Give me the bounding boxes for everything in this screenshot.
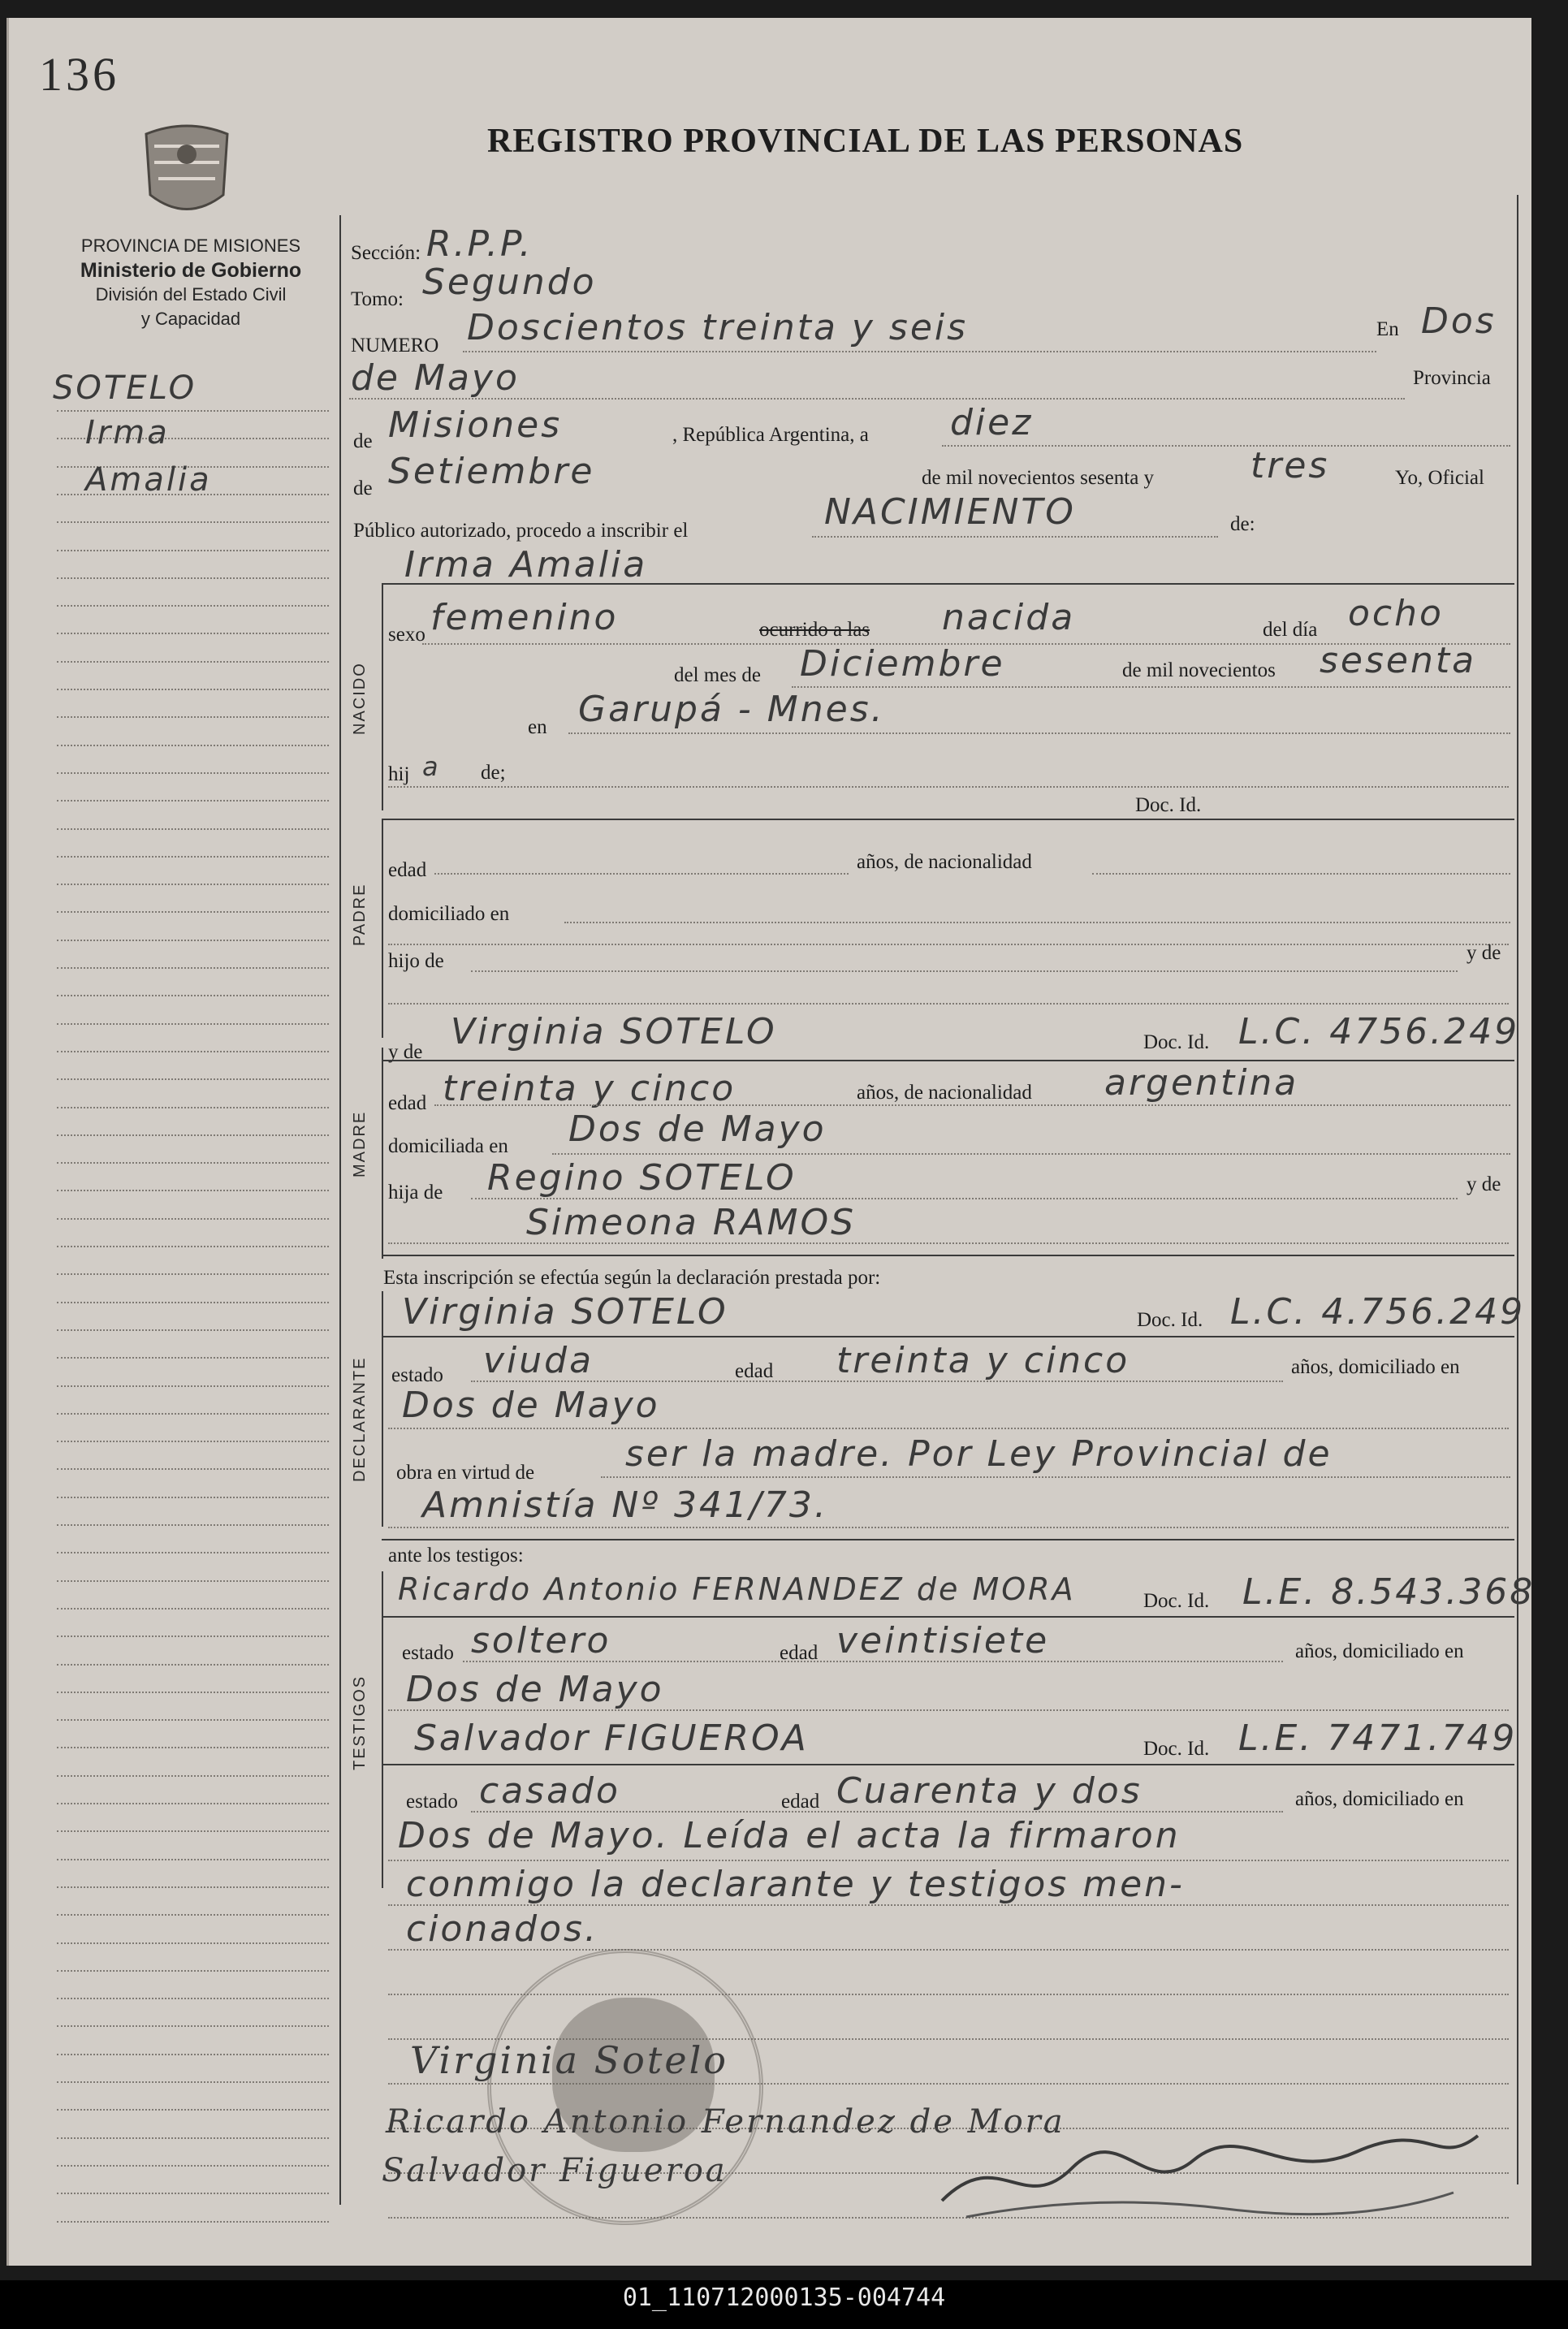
rule-lugar	[349, 398, 1405, 400]
margin-rule	[57, 1078, 329, 1080]
side-label-nacido: NACIDO	[351, 662, 369, 735]
value-sexo: femenino	[430, 597, 619, 638]
label-publico: Público autorizado, procedo a inscribir el	[353, 520, 689, 542]
rule-hij	[388, 786, 1509, 788]
testigos-top	[382, 1539, 1514, 1540]
margin-rule	[57, 1497, 329, 1498]
value-testigo1-dom: Dos de Mayo	[406, 1669, 664, 1710]
value-madre-dom: Dos de Mayo	[568, 1108, 827, 1150]
value-decl-edad: treinta y cinco	[836, 1340, 1130, 1381]
label-dom-t1: años, domiciliado en	[1295, 1640, 1464, 1662]
margin-rule	[57, 772, 329, 774]
value-lugar-nac: Garupá - Mnes.	[578, 689, 885, 730]
official-signature-scribble	[934, 2111, 1486, 2233]
rule-dom-decl	[388, 1428, 1509, 1429]
label-hija-de: hija de	[388, 1182, 443, 1203]
margin-rule	[57, 1441, 329, 1442]
signature-testigo-2: Salvador Figueroa	[382, 2152, 728, 2189]
declarante-left	[382, 1291, 383, 1527]
label-seccion: Sección:	[351, 242, 421, 264]
margin-rule	[57, 1357, 329, 1359]
margin-rule	[57, 995, 329, 996]
margin-rule	[57, 1747, 329, 1748]
margin-rule	[57, 1162, 329, 1164]
rule-estado-t2	[471, 1811, 1283, 1813]
rule-cierre-1	[388, 1860, 1509, 1861]
label-dom-t2: años, domiciliado en	[1295, 1788, 1464, 1810]
label-provincia: Provincia	[1413, 367, 1491, 389]
margin-rule	[57, 1914, 329, 1916]
value-decl-nombre: Virginia SOTELO	[402, 1291, 728, 1333]
declarante-top	[382, 1255, 1514, 1256]
value-mes: Setiembre	[388, 451, 595, 492]
rule-lugar-nac	[568, 732, 1510, 734]
padre-left	[382, 819, 383, 1038]
value-seccion: R.P.P.	[426, 223, 533, 265]
value-madre-nac: argentina	[1104, 1062, 1299, 1104]
rule-edad-madre	[434, 1104, 1510, 1106]
margin-rule	[57, 967, 329, 969]
rule-hija-de	[471, 1198, 1458, 1199]
value-madre-madre: Simeona RAMOS	[526, 1202, 857, 1243]
value-cierre-3: cionados.	[406, 1908, 598, 1950]
margin-rule	[57, 1775, 329, 1777]
testigos-line-1	[382, 1616, 1514, 1618]
margin-rule	[57, 1608, 329, 1610]
madre-top	[382, 1060, 1514, 1061]
margin-rule	[57, 1664, 329, 1666]
value-testigo2-doc: L.E. 7471.749	[1238, 1718, 1518, 1759]
margin-rule	[57, 1413, 329, 1415]
margin-rule	[57, 1692, 329, 1693]
province-crest-icon	[138, 118, 235, 223]
value-mes-nac: Diciembre	[800, 643, 1005, 685]
value-anio-nac: sesenta	[1320, 640, 1477, 681]
value-testigo1-estado: soltero	[471, 1620, 611, 1661]
margin-rule	[57, 1107, 329, 1108]
folio-number: 136	[39, 48, 119, 101]
label-declaracion: Esta inscripción se efectúa según la declaración prestada por:	[383, 1267, 881, 1289]
margin-rule	[57, 1830, 329, 1832]
margin-rule	[57, 1134, 329, 1136]
value-lugar: Dos	[1421, 300, 1497, 342]
label-nac-madre: años, de nacionalidad	[857, 1082, 1032, 1104]
testigos-left	[382, 1571, 383, 1888]
ministry-line: Ministerio de Gobierno	[80, 259, 302, 282]
value-nacida: nacida	[942, 597, 1076, 638]
value-testigo1-edad: veintisiete	[836, 1620, 1050, 1661]
value-nombre: Irma Amalia	[404, 544, 648, 585]
label-estado-t2: estado	[406, 1791, 458, 1813]
margin-rule	[57, 800, 329, 802]
label-doc-id-t1: Doc. Id.	[1143, 1590, 1210, 1612]
rule-dia	[942, 445, 1510, 447]
label-y-de-madre: y de	[388, 1041, 423, 1063]
margin-rule	[57, 577, 329, 579]
label-dom-madre: domiciliada en	[388, 1135, 508, 1157]
label-hij: hij	[388, 763, 410, 785]
rule-nac-padre	[1092, 873, 1510, 875]
label-de-provincia: de	[353, 430, 373, 452]
label-numero: NUMERO	[351, 335, 439, 356]
division-line: División del Estado Civil	[95, 284, 287, 305]
margin-rule	[57, 605, 329, 607]
value-dia: diez	[950, 402, 1034, 443]
margin-rule	[57, 1580, 329, 1582]
label-dom-padre: domiciliado en	[388, 903, 510, 925]
margin-middle-name: Amalia	[85, 461, 212, 499]
label-estado-t1: estado	[402, 1642, 454, 1664]
value-dia-nac: ocho	[1348, 593, 1444, 634]
province-line: PROVINCIA DE MISIONES	[80, 235, 301, 256]
value-obra-1: ser la madre. Por Ley Provincial de	[625, 1433, 1333, 1475]
madre-left	[382, 1048, 383, 1259]
label-del-dia: del día	[1263, 619, 1318, 641]
rule-dom-padre	[564, 922, 1510, 923]
testigos-line-2	[382, 1764, 1514, 1765]
value-madre-edad: treinta y cinco	[443, 1068, 736, 1109]
margin-rule	[57, 1942, 329, 1944]
value-cierre-1: Dos de Mayo. Leída el acta la firmaron	[398, 1815, 1181, 1856]
issuing-office	[32, 234, 349, 331]
margin-rule	[57, 689, 329, 690]
margin-rule	[57, 1524, 329, 1526]
value-testigo2-estado: casado	[479, 1770, 620, 1812]
margin-rule	[57, 1273, 329, 1275]
signature-testigo-1: Ricardo Antonio Fernandez de Mora	[386, 2103, 1065, 2141]
margin-rule	[57, 911, 329, 913]
margin-rule	[57, 2109, 329, 2111]
label-de-colon: de:	[1230, 513, 1255, 535]
label-dom-decl: años, domiciliado en	[1291, 1356, 1460, 1378]
margin-rule	[57, 1246, 329, 1247]
margin-rule	[57, 661, 329, 663]
label-doc-id-nac: Doc. Id.	[1135, 794, 1202, 816]
label-nac-padre: años, de nacionalidad	[857, 851, 1032, 873]
label-obra: obra en virtud de	[396, 1462, 535, 1484]
scan-filename: 01_110712000135-004744	[622, 2284, 946, 2312]
rule-cierre-2	[388, 1904, 1509, 1906]
rule-hijo-de	[471, 970, 1458, 972]
rule-dom-padre-2	[388, 944, 1509, 945]
margin-rule	[57, 1218, 329, 1220]
margin-surname: SOTELO	[53, 369, 197, 407]
rule-estado-t1	[463, 1661, 1283, 1662]
value-obra-2: Amnistía Nº 341/73.	[422, 1484, 828, 1526]
margin-rule	[57, 940, 329, 941]
division-line-2: y Capacidad	[140, 309, 241, 329]
label-ocurrido: ocurrido a las	[759, 619, 870, 641]
label-en-nac: en	[528, 716, 547, 738]
margin-rule	[57, 828, 329, 830]
value-numero: Doscientos treinta y seis	[467, 307, 969, 348]
margin-rule	[57, 856, 329, 858]
value-cierre-2: conmigo la declarante y testigos men-	[406, 1864, 1185, 1905]
nacido-top	[382, 583, 1514, 585]
rule-acto	[812, 536, 1218, 538]
margin-rule	[57, 1023, 329, 1025]
rule-edad-padre	[434, 873, 849, 875]
margin-rule	[57, 2025, 329, 2027]
margin-rule	[57, 2221, 329, 2223]
margin-rule	[57, 1552, 329, 1553]
margin-rule	[57, 1190, 329, 1191]
value-acto: NACIMIENTO	[824, 491, 1076, 533]
value-provincia: Misiones	[388, 404, 563, 446]
rule-dom-madre	[552, 1153, 1510, 1155]
value-decl-doc: L.C. 4.756.249	[1230, 1291, 1526, 1333]
rule-estado-decl	[471, 1381, 1283, 1382]
label-estado-decl: estado	[391, 1364, 443, 1386]
label-doc-id-t2: Doc. Id.	[1143, 1738, 1210, 1760]
margin-rule	[57, 1886, 329, 1888]
rule-obra-2	[388, 1527, 1509, 1528]
value-testigo1-nombre: Ricardo Antonio FERNANDEZ de MORA	[398, 1571, 1076, 1607]
rule-numero	[463, 351, 1376, 352]
value-anio: tres	[1251, 445, 1330, 486]
value-madre-padre: Regino SOTELO	[487, 1157, 797, 1199]
label-doc-id-decl: Doc. Id.	[1137, 1309, 1203, 1331]
rule-dom-t1	[388, 1709, 1509, 1711]
label-en: En	[1376, 318, 1399, 340]
label-de-hij: de;	[481, 762, 506, 784]
label-del-mes: del mes de	[674, 664, 761, 686]
label-doc-id-madre: Doc. Id.	[1143, 1031, 1210, 1053]
declarante-line	[382, 1336, 1514, 1337]
value-hij-suffix: a	[422, 751, 441, 782]
label-edad-t2: edad	[781, 1791, 820, 1813]
side-label-testigos: TESTIGOS	[351, 1674, 369, 1770]
label-yo-oficial: Yo, Oficial	[1395, 467, 1484, 489]
margin-rule	[57, 1719, 329, 1721]
value-tomo: Segundo	[422, 261, 597, 303]
nacido-left	[382, 583, 383, 810]
margin-rule	[57, 1302, 329, 1303]
value-lugar-2: de Mayo	[351, 357, 520, 399]
margin-rule	[57, 2081, 329, 2083]
main-border-right	[1517, 195, 1518, 2184]
margin-first-name: Irma	[85, 414, 170, 452]
main-border-left	[339, 215, 341, 2205]
margin-rule	[57, 1803, 329, 1804]
signature-declarante: Virginia Sotelo	[410, 2038, 728, 2082]
side-label-declarante: DECLARANTE	[351, 1356, 369, 1482]
margin-rule	[57, 2054, 329, 2055]
margin-rule	[57, 1385, 329, 1387]
value-madre-doc: L.C. 4756.249	[1238, 1011, 1520, 1052]
label-edad-t1: edad	[780, 1642, 819, 1664]
margin-rule	[57, 1859, 329, 1860]
margin-rule	[57, 633, 329, 634]
document-title: REGISTRO PROVINCIAL DE LAS PERSONAS	[487, 123, 1244, 160]
value-madre-nombre: Virginia SOTELO	[451, 1011, 777, 1052]
value-testigo2-nombre: Salvador FIGUEROA	[414, 1718, 809, 1759]
margin-rule	[57, 1635, 329, 1637]
rule-mes	[792, 686, 1510, 688]
value-decl-dom: Dos de Mayo	[402, 1385, 660, 1426]
value-decl-estado: viuda	[483, 1340, 594, 1381]
rule-madre-madre	[388, 1242, 1509, 1244]
label-de-mes: de	[353, 477, 373, 499]
margin-rule	[57, 716, 329, 718]
signature-rule	[388, 1949, 1509, 1951]
label-edad-padre: edad	[388, 859, 427, 881]
margin-rule	[57, 1051, 329, 1052]
nacido-bottom	[382, 819, 1514, 820]
margin-rule	[57, 550, 329, 551]
margin-rule	[57, 2165, 329, 2167]
label-de-mil: de mil novecientos sesenta y	[922, 467, 1155, 489]
label-republica: , República Argentina, a	[672, 424, 869, 446]
rule-hijo-de-2	[388, 1003, 1509, 1005]
margin-rule	[57, 521, 329, 523]
margin-rule	[57, 1998, 329, 1999]
value-testigo2-edad: Cuarenta y dos	[836, 1770, 1143, 1812]
margin-rule	[57, 410, 329, 412]
label-edad-madre: edad	[388, 1092, 427, 1114]
side-label-madre: MADRE	[351, 1110, 369, 1177]
margin-rule	[57, 2137, 329, 2139]
label-sexo: sexo	[388, 624, 425, 646]
label-tomo: Tomo:	[351, 288, 404, 310]
value-testigo1-doc: L.E. 8.543.368	[1242, 1571, 1536, 1613]
label-de-mil-nac: de mil novecientos	[1122, 659, 1276, 681]
side-label-padre: PADRE	[351, 883, 369, 946]
margin-rule	[57, 2193, 329, 2194]
margin-rule	[57, 745, 329, 746]
margin-rule	[57, 1468, 329, 1470]
label-hijo-de: hijo de	[388, 950, 444, 972]
label-testigos: ante los testigos:	[388, 1545, 524, 1566]
label-y-de-hija: y de	[1466, 1173, 1501, 1195]
rule-obra	[601, 1476, 1510, 1478]
margin-rule	[57, 884, 329, 885]
label-edad-decl: edad	[735, 1360, 774, 1382]
margin-rule	[57, 1329, 329, 1331]
label-y-de-padre: y de	[1466, 942, 1501, 964]
margin-rule	[57, 1970, 329, 1972]
